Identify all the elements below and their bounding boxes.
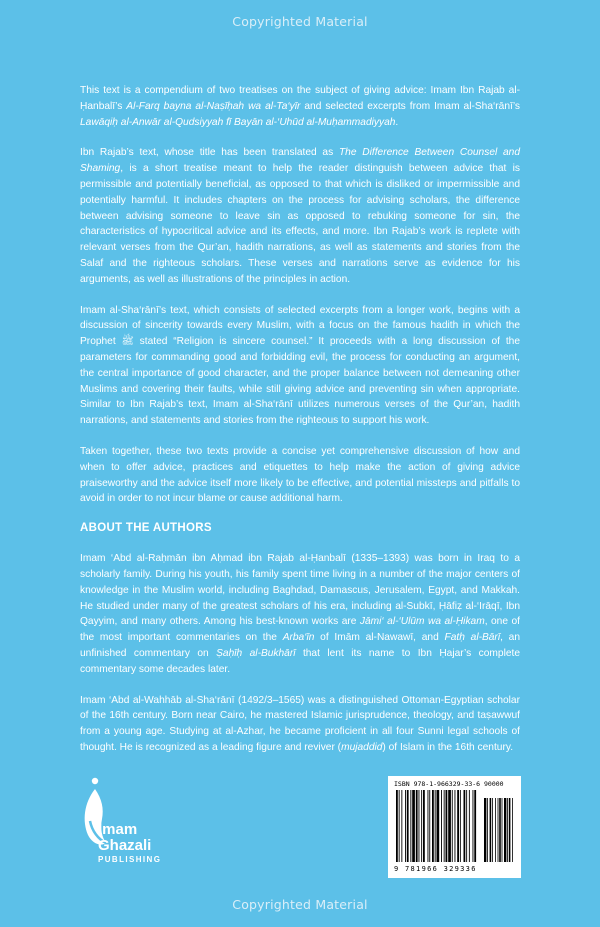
text-run: This text is a compendium of two treatises on the subject of giving advice: Imam Ibn Rajab al-Ḥanbalī’s [80, 85, 520, 112]
translated-title-italic: The Difference Between Counsel and Shaming [80, 147, 521, 175]
barcode-bar [401, 790, 402, 862]
text-run: ) of Islam in the 16th century. [382, 741, 514, 753]
barcode-bar [512, 798, 513, 862]
work-title-italic: Fatḥ al-Bārī [444, 632, 501, 644]
publisher-name [98, 822, 161, 864]
barcode-bar [407, 790, 409, 862]
text-run: Imam ‘Abd al-Raḥmān ibn Aḥmad ibn Rajab al-Ḥanbalī (1335–1393) was born in Iraq to a scholarly family. During his youth, his family spent time living in a number of the major centers of knowledge in the Muslim world, including Baghdad, Damascus, Jerusalem, Egypt, and Makkah. He studied under many of the greatest scholars of his era, including al-Subkī, Ḥāfiẓ al-‘Irāqī, Ibn Qayyim, and many others. Among his best-known works are [80, 553, 520, 628]
barcode-bar [455, 790, 456, 862]
text-run: and selected excerpts from Imam al-Sha‘rānī’s [300, 100, 520, 112]
barcode-bar [509, 798, 511, 862]
barcode-bar [444, 790, 445, 862]
about-authors-heading: ABOUT THE AUTHORS [80, 522, 212, 535]
isbn-number: 9 781966 329336 [394, 865, 477, 873]
barcode-bar [460, 790, 461, 862]
book-title-italic: Lawāqiḥ al-Anwār al-Qudsiyyah fī Bayān al-‘Uhūd al-Muḥammadiyyah [80, 116, 396, 128]
barcode-bar [421, 790, 422, 862]
barcode-bar [487, 798, 488, 862]
publisher-name-line-2: Ghazali [98, 837, 152, 854]
barcode-bar [452, 790, 453, 862]
barcode-bar [396, 790, 398, 862]
barcode-bar [446, 790, 448, 862]
watermark-top: Copyrighted Material [232, 14, 368, 29]
description-paragraph-1 [80, 83, 520, 130]
text-run: Ibn Rajab’s text, whose title has been translated as [80, 147, 339, 159]
publisher-name-line-3: PUBLISHING [98, 855, 162, 864]
barcode-bar [423, 790, 425, 862]
barcode-bar [416, 790, 418, 862]
barcode-bar [448, 790, 451, 862]
barcode-bar [432, 790, 434, 862]
barcode-bar [405, 790, 406, 862]
description-paragraph-3: Imam al-Sha‘rānī’s text, which consists of selected excerpts from a longer work, begins with a discussion of sincerity towards every Muslim, with a focus on the famous hadith in which the Prophet ﷺ stated “Religion is sincere counsel.” It proceeds with a long discussion of the parameters for commanding good and forbidding evil, the process for conducting an argument, the central importance of good character, and the proper balance between not demeaning other Muslims and covering their faults, while still giving advice and preventing sin when appropriate. Similar to Ibn Rajab’s text, Imam al-Sha‘rānī utilizes numerous verses of the Qur’an, hadith narrations, and statements and stories from the righteous to support his work. [80, 304, 520, 427]
description-paragraph-4: Taken together, these two texts provide a concise yet comprehensive discussion of how and when to offer advice, practices and etiquettes to help make the action of giving advice praiseworthy and the advice itself more likely to be effective, and potential missteps and pitfalls to avoid in order to not incur blame or cause additional harm. [80, 445, 520, 505]
barcode-bar [466, 790, 467, 862]
barcode-bar [464, 790, 466, 862]
barcode-bar [419, 790, 420, 862]
text-run: that lent its name to Ibn Ḥajar’s complete commentary some decades later. [80, 647, 520, 675]
work-title-italic: Arba‘īn [282, 632, 315, 644]
barcode-bar [457, 790, 459, 862]
text-run: of Imām al-Nawawī, and [314, 632, 445, 644]
author-bio-sharani [80, 693, 520, 756]
text-run: , one of the most important commentaries on the [80, 616, 520, 644]
author-bio-ibn-rajab [80, 551, 520, 677]
barcode-bar [474, 790, 476, 862]
barcode-bar [499, 798, 501, 862]
isbn-label: ISBN 978-1-966329-33-6 [394, 780, 481, 788]
barcode-bar [492, 798, 493, 862]
barcode-bar [437, 790, 440, 862]
barcode-bar [473, 790, 474, 862]
back-cover-text [80, 83, 520, 771]
watermark-bottom: Copyrighted Material [232, 897, 368, 912]
text-run: , is a short treatise meant to help the reader distinguish between advice that is permissible and potentially beneficial, as opposed to that which is disliked or impermissible and potentially harmful. It includes chapters on the process for advising scholars, the difference between advising someone to leave sin as opposed to rebuking someone for sin, the characteristics of hypocritical advice and its effects, and more. Ibn Rajab’s work is replete with relevant verses from the Qur’an, hadith narrations, as well as statements and stories from the Salaf and the righteous scholars. These verses and narrations serve as evidence for his arguments, as well as illustrations of the principles in action. [80, 163, 520, 285]
barcode-bar [504, 798, 506, 862]
book-title-italic: Al-Farq bayna al-Naṣīḥah wa al-Ta‘yīr [126, 100, 301, 112]
barcode-bar [469, 790, 470, 862]
barcode-bar [429, 790, 430, 862]
publisher-name-line-1: Imam [98, 821, 138, 838]
barcode-bar [484, 798, 486, 862]
description-paragraph-2 [80, 145, 520, 287]
barcode-bar [498, 798, 499, 862]
text-run: . [395, 116, 399, 128]
barcode-bar [435, 790, 436, 862]
barcode-bar [412, 790, 415, 862]
barcode-bars [394, 790, 515, 864]
text-run: , an unfinished commentary on [80, 632, 521, 659]
barcode-bar [399, 790, 400, 862]
barcode-bar [507, 798, 508, 862]
barcode-bar [410, 790, 411, 862]
isbn-barcode [388, 776, 521, 878]
barcode-bar [495, 798, 496, 862]
barcode-bar [428, 790, 429, 862]
work-title-italic: Jāmi‘ al-‘Ulūm wa al-Ḥikam [359, 616, 485, 628]
barcode-bar [502, 798, 503, 862]
price-code: 90000 [484, 780, 504, 788]
barcode-bar [490, 798, 492, 862]
work-title-italic: Ṣaḥīḥ al-Bukhārī [216, 647, 296, 659]
text-run: Imam ‘Abd al-Wahhāb al-Sha‘rānī (1492/3–1565) was a distinguished Ottoman-Egyptian scholar of the 16th century. Born near Cairo, he mastered Islamic jurisprudence, theology, and taṣawwuf from a young age. Studying at al-Azhar, he became proficient in all four Sunni legal schools of thought. He is recognized as a leading figure and reviver ( [80, 694, 520, 753]
barcode-bar [441, 790, 442, 862]
term-italic: mujaddid [341, 741, 383, 753]
